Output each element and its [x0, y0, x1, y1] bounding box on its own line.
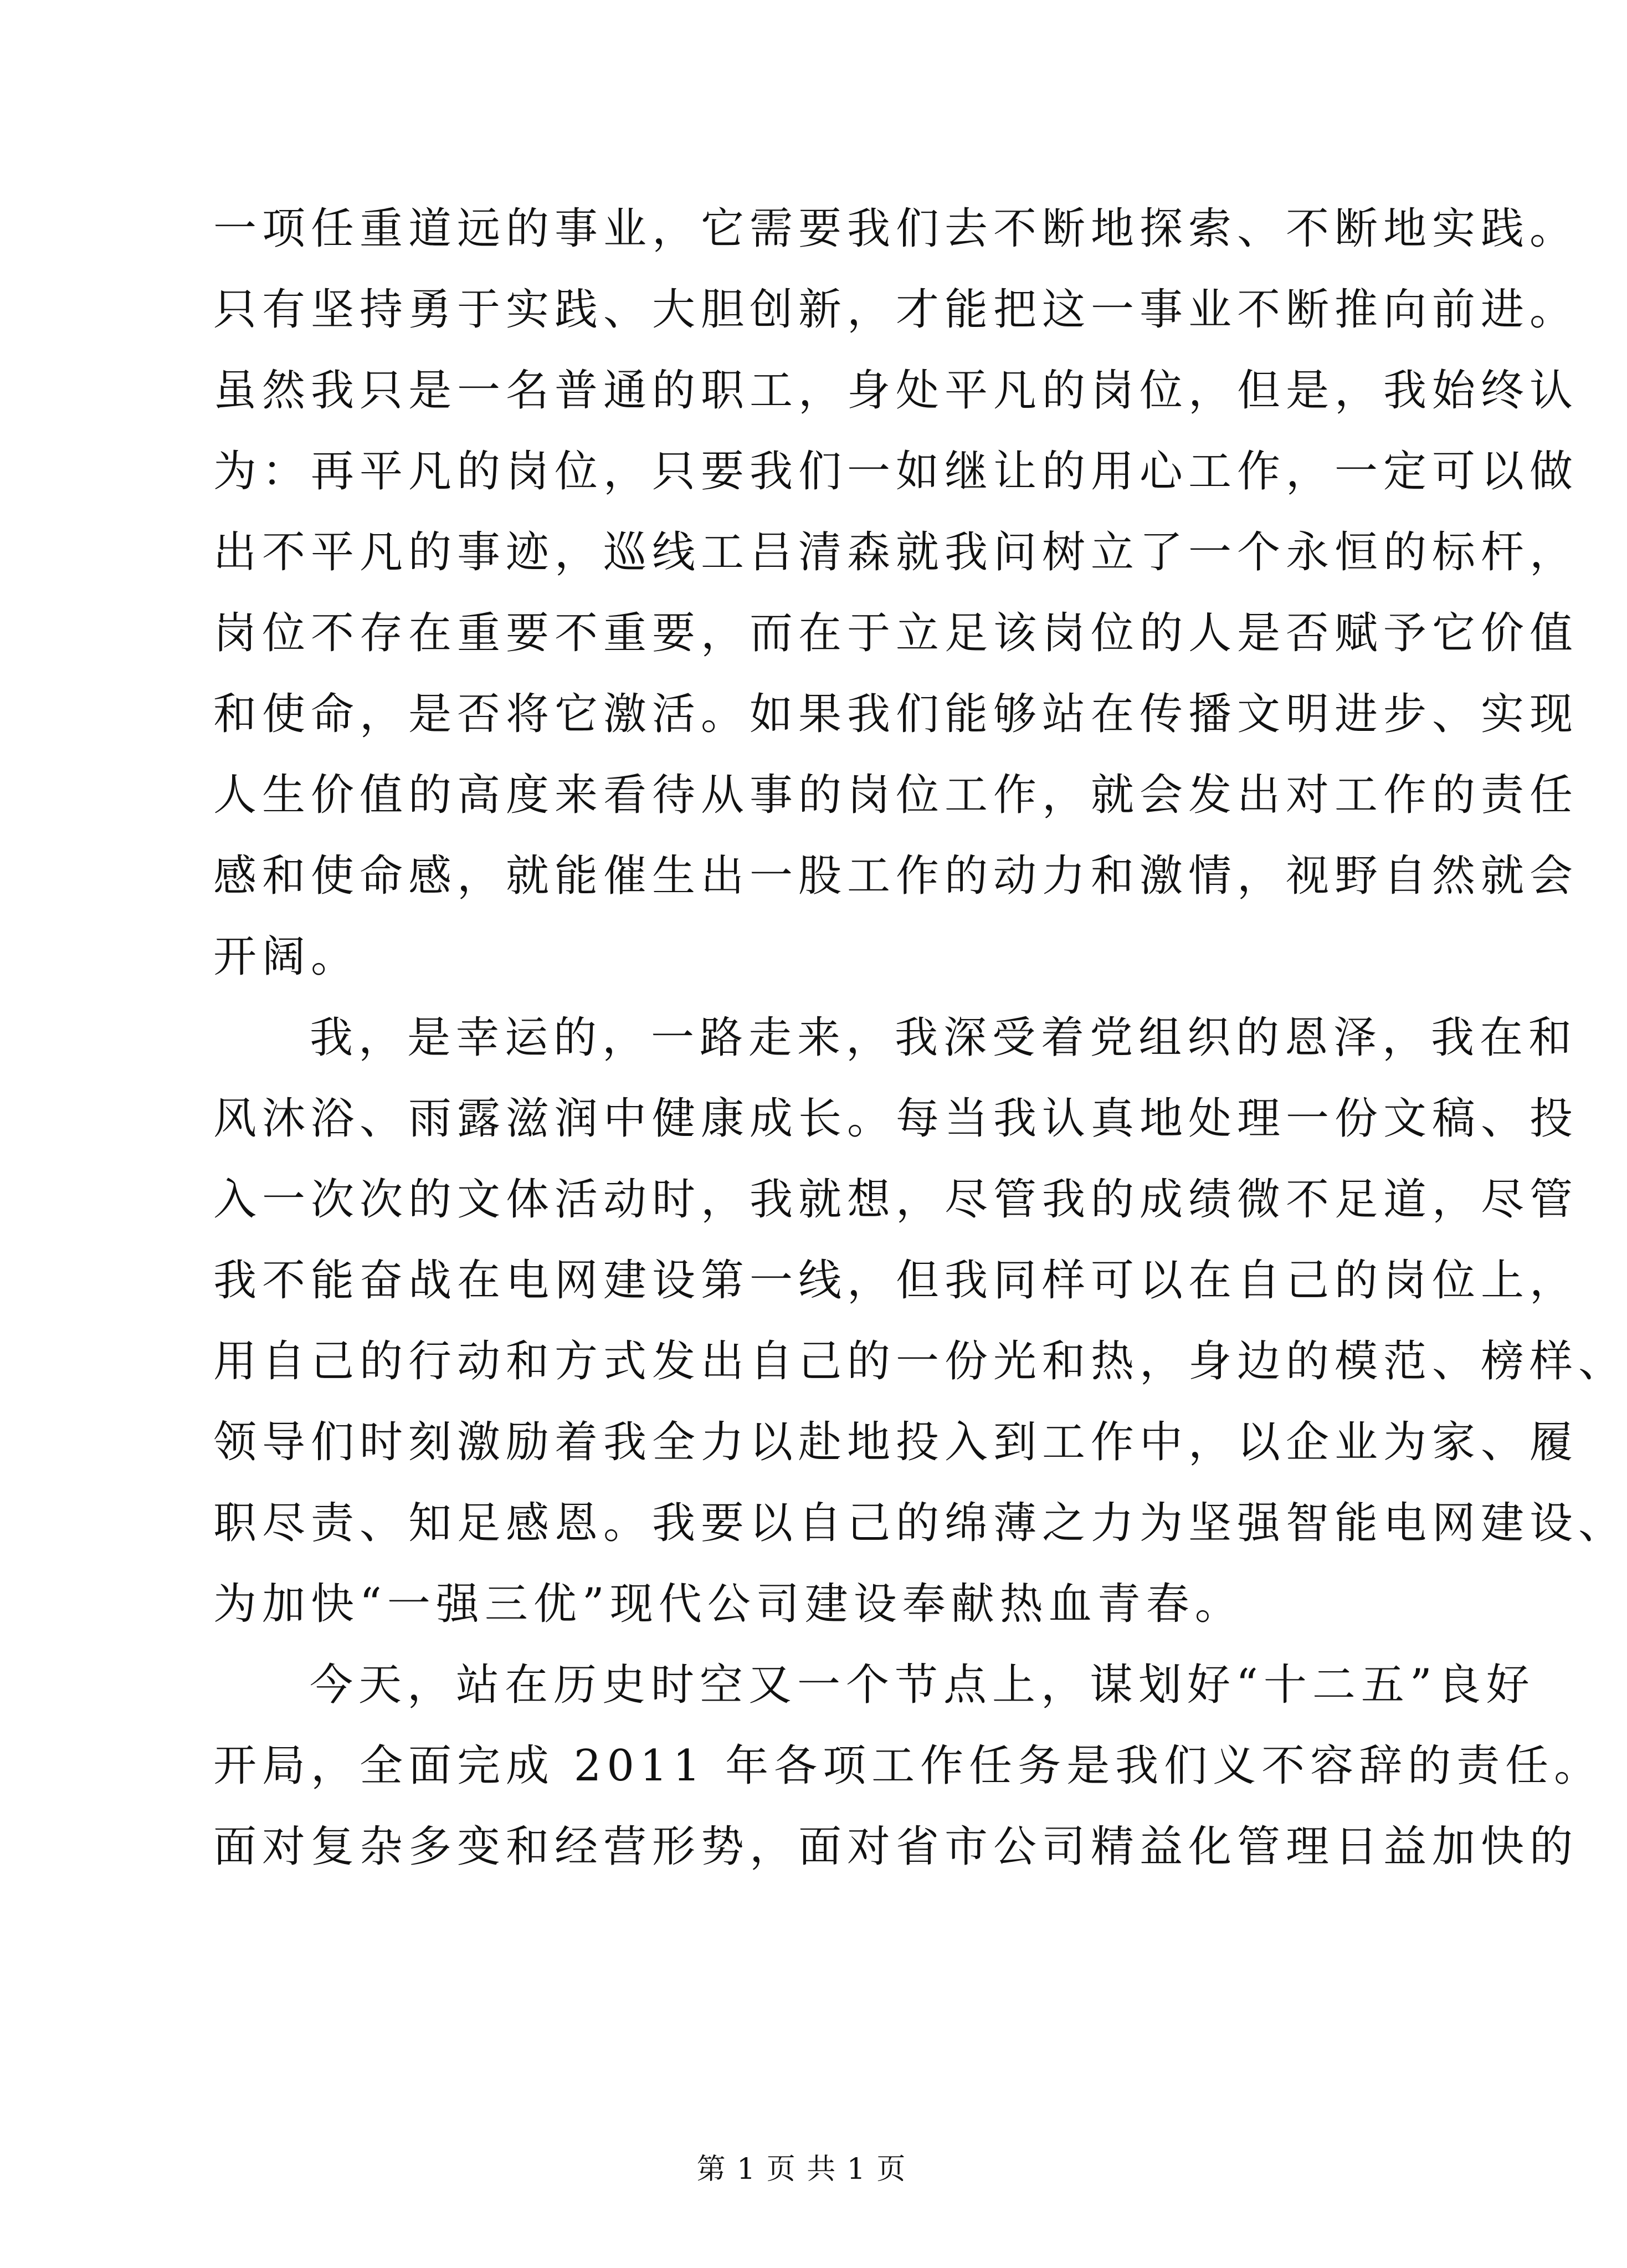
text-line: 职尽责、知足感恩。我要以自己的绵薄之力为坚强智能电网建设、 — [213, 1498, 1627, 1548]
paragraph-start-line: 我，是幸运的，一路走来，我深受着党组织的恩泽，我在和 — [310, 1013, 1578, 1063]
text-line: 岗位不存在重要不重要，而在于立足该岗位的人是否赋予它价值 — [213, 608, 1579, 658]
text-line: 只有坚持勇于实践、大胆创新，才能把这一事业不断推向前进。 — [213, 285, 1579, 335]
text-line: 一项任重道远的事业，它需要我们去不断地探索、不断地实践。 — [213, 204, 1579, 254]
page-footer: 第 1 页 共 1 页 — [696, 2153, 907, 2186]
text-line: 我不能奋战在电网建设第一线，但我同样可以在自己的岗位上， — [213, 1256, 1579, 1305]
text-line: 开局，全面完成 2011 年各项工作任务是我们义不容辞的责任。 — [213, 1741, 1603, 1791]
text-line: 领导们时刻激励着我全力以赴地投入到工作中，以企业为家、履 — [213, 1417, 1579, 1467]
text-line: 入一次次的文体活动时，我就想，尽管我的成绩微不足道，尽管 — [213, 1175, 1579, 1225]
paragraph-start-line: 今天，站在历史时空又一个节点上，谋划好“十二五”良好 — [310, 1660, 1535, 1710]
text-line: 风沐浴、雨露滋润中健康成长。每当我认真地处理一份文稿、投 — [213, 1094, 1579, 1144]
text-line: 用自己的行动和方式发出自己的一份光和热，身边的模范、榜样、 — [213, 1337, 1627, 1386]
text-line: 面对复杂多变和经营形势，面对省市公司精益化管理日益加快的 — [213, 1822, 1579, 1872]
text-line: 为：再平凡的岗位，只要我们一如继让的用心工作，一定可以做 — [213, 447, 1579, 496]
text-line: 出不平凡的事迹，巡线工吕清森就我问树立了一个永恒的标杆， — [213, 528, 1579, 577]
text-line: 感和使命感，就能催生出一股工作的动力和激情，视野自然就会 — [213, 851, 1579, 901]
text-line: 虽然我只是一名普通的职工，身处平凡的岗位，但是，我始终认 — [213, 366, 1579, 416]
text-line: 为加快“一强三优”现代公司建设奉献热血青春。 — [213, 1579, 1244, 1629]
text-line: 开阔。 — [213, 932, 360, 982]
text-line: 和使命，是否将它激活。如果我们能够站在传播文明进步、实现 — [213, 689, 1579, 739]
body-text — [213, 188, 1627, 1887]
text-line: 人生价值的高度来看待从事的岗位工作，就会发出对工作的责任 — [213, 770, 1579, 820]
